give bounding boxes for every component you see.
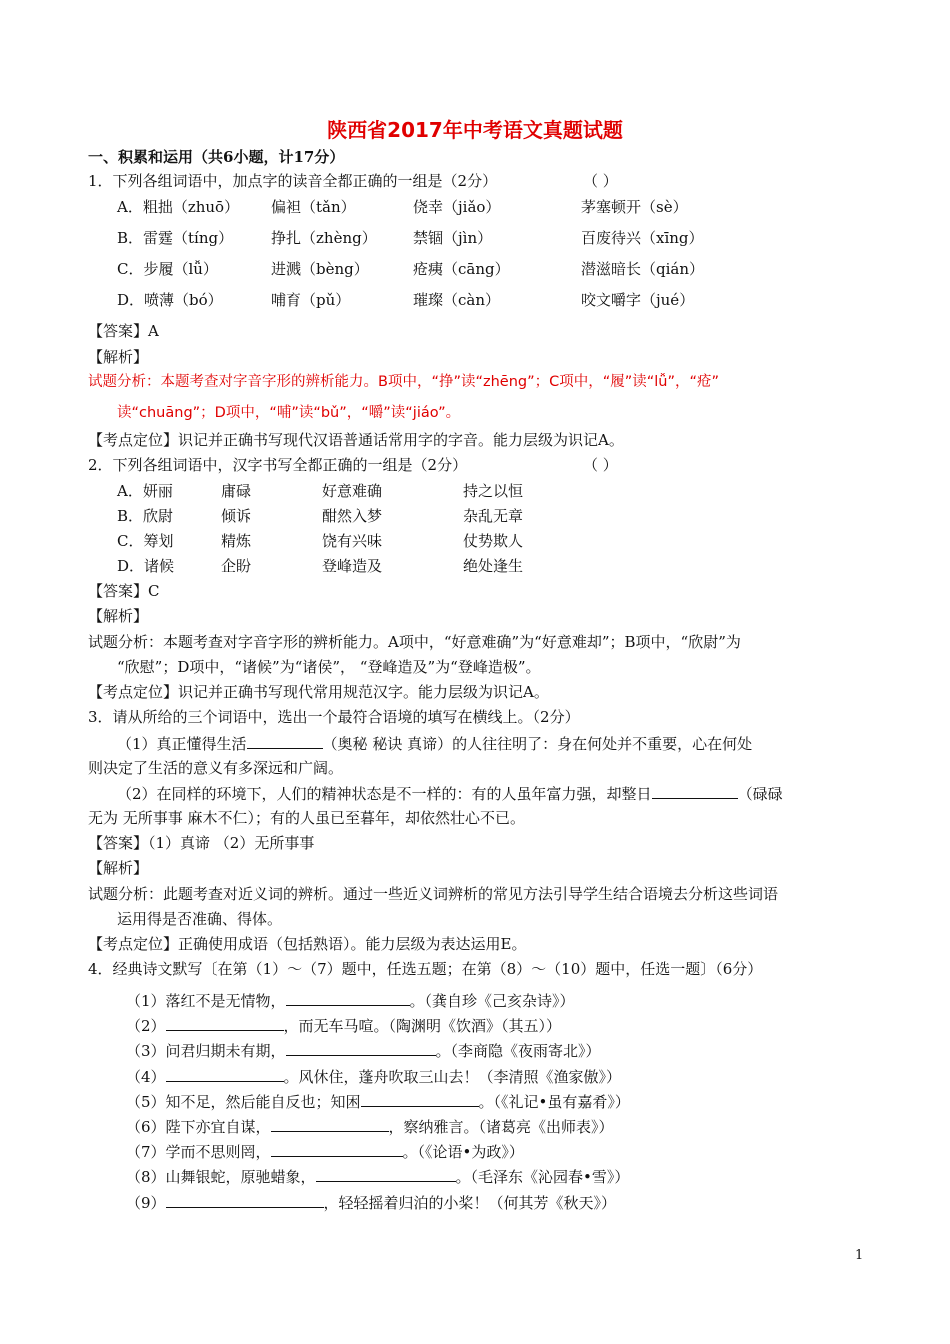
q1-option-a-2: 偏袒（tǎn）: [271, 198, 356, 216]
q4-blank-7[interactable]: [271, 1141, 403, 1157]
q3-stem: 3．请从所给的三个词语中，选出一个最符合语境的填写在横线上。（2分）: [88, 708, 580, 726]
q4-item-7: [126, 1141, 524, 1162]
q2-option-a-1: A．妍丽: [117, 482, 173, 500]
q1-option-a-1: A．粗拙（zhuō）: [117, 198, 240, 216]
q4-item-3-lead: （3）问君归期未有期，: [126, 1042, 286, 1060]
q4-item-9: [126, 1192, 616, 1213]
q2-option-a-2: 庸碌: [221, 482, 252, 500]
q2-option-b-2: 倾诉: [221, 507, 252, 525]
q1-option-b-2: 挣扎（zhèng）: [271, 229, 377, 247]
q1-analysis-label: 【解析】: [88, 348, 149, 366]
q4-item-8: [126, 1166, 629, 1187]
q1-answer-paren: （ ）: [583, 172, 618, 190]
q3-analysis-line1: 试题分析：此题考查对近义词的辨析。通过一些近义词辨析的常见方法引导学生结合语境去分析这些词语: [88, 885, 779, 903]
q3-answer: 【答案】（1）真谛 （2）无所事事: [88, 834, 315, 852]
q3-part1-lead: （1）真正懂得生活: [117, 735, 247, 753]
q4-item-7-tail: 。（《论语•为政》）: [402, 1143, 524, 1161]
q1-answer: 【答案】A: [88, 322, 159, 340]
q4-item-3: [126, 1040, 601, 1061]
q4-blank-9[interactable]: [166, 1192, 324, 1208]
q3-analysis-line2: 运用得是否准确、得体。: [117, 910, 283, 928]
q3-kaodian: 【考点定位】正确使用成语（包括熟语）。能力层级为表达运用E。: [88, 935, 527, 953]
q4-item-6: [126, 1116, 614, 1137]
q4-item-1-lead: （1）落红不是无情物，: [126, 992, 286, 1010]
page-title: 陕西省2017年中考语文真题试题: [327, 118, 623, 142]
page-number: 1: [855, 1248, 864, 1263]
q1-option-d-1: D．喷薄（bó）: [117, 291, 223, 309]
q4-item-5-tail: 。（《礼记•虽有嘉肴》）: [478, 1093, 630, 1111]
q2-answer-paren: （ ）: [583, 456, 618, 474]
section-heading: 一、积累和运用（共6小题，计17分）: [88, 148, 345, 166]
q1-stem: 1．下列各组词语中，加点字的读音全都正确的一组是（2分）: [88, 172, 498, 190]
q1-option-c-4: 潜滋暗长（qián）: [581, 260, 705, 278]
q2-option-c-3: 饶有兴味: [322, 532, 383, 550]
q2-option-d-1: D．诸候: [117, 557, 175, 575]
q4-item-6-lead: （6）陛下亦宜自谋，: [126, 1118, 271, 1136]
q2-option-c-1: C．筹划: [117, 532, 174, 550]
q2-option-d-3: 登峰造及: [322, 557, 383, 575]
q2-analysis-line2: “欣慰”；D项中，“诸候”为“诸侯”， “登峰造及”为“登峰造极”。: [117, 658, 541, 676]
q1-option-b-4: 百废待兴（xīng）: [581, 229, 704, 247]
q4-item-4: [126, 1066, 621, 1087]
q3-analysis-label: 【解析】: [88, 859, 149, 877]
q2-option-d-4: 绝处逢生: [463, 557, 524, 575]
q3-part2: [117, 783, 783, 804]
q4-item-7-lead: （7）学而不思则罔，: [126, 1143, 271, 1161]
q3-part2-cont: 无为 无所事事 麻木不仁）；有的人虽已至暮年，却依然壮心不已。: [88, 809, 526, 827]
q2-option-b-4: 杂乱无章: [463, 507, 524, 525]
q1-analysis-line1: 试题分析：本题考查对字音字形的辨析能力。B项中，“挣”读“zhēng”；C项中，“履”读“lǚ”，“疮”: [88, 374, 720, 390]
q1-option-b-3: 禁锢（jìn）: [413, 229, 493, 247]
q4-item-2-tail: ，而无车马喧。（陶渊明《饮酒》（其五））: [283, 1017, 562, 1035]
q1-analysis-line2: 读“chuāng”；D项中，“哺”读“bǔ”，“嚼”读“jiáo”。: [117, 405, 461, 421]
q4-item-1-tail: 。（龚自珍《己亥杂诗》）: [409, 992, 575, 1010]
q4-blank-4[interactable]: [166, 1066, 284, 1082]
q2-option-b-1: B．欣尉: [117, 507, 174, 525]
q1-option-d-4: 咬文嚼字（jué）: [581, 291, 695, 309]
q4-blank-5[interactable]: [361, 1091, 479, 1107]
q3-blank-2[interactable]: [652, 783, 738, 799]
q2-option-a-4: 持之以恒: [463, 482, 524, 500]
q1-option-d-2: 哺育（pǔ）: [271, 291, 351, 309]
q3-blank-1[interactable]: [247, 733, 323, 749]
q4-item-2: [126, 1015, 561, 1036]
q4-blank-6[interactable]: [271, 1116, 389, 1132]
q1-option-c-1: C．步履（lǚ）: [117, 260, 218, 278]
q4-blank-3[interactable]: [286, 1040, 436, 1056]
q1-option-c-2: 进溅（bèng）: [271, 260, 369, 278]
q3-part2-lead: （2）在同样的环境下，人们的精神状态是不一样的：有的人虽年富力强，却整日: [117, 785, 652, 803]
q3-part1: [117, 733, 752, 754]
q1-option-b-1: B．雷霆（tíng）: [117, 229, 234, 247]
q4-blank-2[interactable]: [166, 1015, 284, 1031]
q2-option-c-2: 精炼: [221, 532, 252, 550]
q1-option-a-3: 侥幸（jiǎo）: [413, 198, 501, 216]
q4-item-9-tail: ，轻轻摇着归泊的小桨！（何其芳《秋天》）: [323, 1194, 617, 1212]
q1-option-a-4: 茅塞顿开（sè）: [581, 198, 688, 216]
q4-blank-1[interactable]: [286, 990, 410, 1006]
q4-item-4-tail: 。风休住，蓬舟吹取三山去！（李清照《渔家傲》）: [283, 1068, 622, 1086]
q4-item-8-tail: 。（毛泽东《沁园春•雪》）: [455, 1168, 630, 1186]
q4-item-3-tail: 。（李商隐《夜雨寄北》）: [435, 1042, 601, 1060]
q4-item-8-lead: （8）山舞银蛇，原驰蜡象，: [126, 1168, 316, 1186]
q4-item-6-tail: ，察纳雅言。（诸葛亮《出师表》）: [388, 1118, 614, 1136]
q1-kaodian: 【考点定位】识记并正确书写现代汉语普通话常用字的字音。能力层级为识记A。: [88, 431, 624, 449]
q1-option-c-3: 疮痍（cāng）: [413, 260, 510, 278]
q4-item-5: [126, 1091, 630, 1112]
q1-option-d-3: 璀璨（càn）: [413, 291, 501, 309]
q2-stem: 2．下列各组词语中，汉字书写全都正确的一组是（2分）: [88, 456, 468, 474]
q4-item-2-lead: （2）: [126, 1017, 166, 1035]
q4-item-4-lead: （4）: [126, 1068, 166, 1086]
q2-option-c-4: 仗势欺人: [463, 532, 524, 550]
q3-part1-cont: 则决定了生活的意义有多深远和广阔。: [88, 759, 344, 777]
q3-part1-rest: （奥秘 秘诀 真谛）的人往往明了：身在何处并不重要，心在何处: [322, 735, 753, 753]
q2-kaodian: 【考点定位】识记并正确书写现代常用规范汉字。能力层级为识记A。: [88, 683, 549, 701]
q2-analysis-line1: 试题分析：本题考查对字音字形的辨析能力。A项中，“好意难确”为“好意难却”；B项中，“欣尉”为: [88, 633, 741, 651]
q2-answer: 【答案】C: [88, 582, 160, 600]
q2-option-d-2: 企盼: [221, 557, 252, 575]
q4-blank-8[interactable]: [316, 1166, 456, 1182]
q2-option-b-3: 酣然入梦: [322, 507, 383, 525]
q2-analysis-label: 【解析】: [88, 607, 149, 625]
q3-part2-rest: （碌碌: [737, 785, 783, 803]
q4-item-5-lead: （5）知不足，然后能自反也；知困: [126, 1093, 361, 1111]
q2-option-a-3: 好意难确: [322, 482, 383, 500]
q4-item-1: [126, 990, 575, 1011]
q4-item-9-lead: （9）: [126, 1194, 166, 1212]
q4-stem: 4．经典诗文默写〔在第（1）～（7）题中，任选五题；在第（8）～（10）题中，任选一题〕（6分）: [88, 960, 763, 978]
